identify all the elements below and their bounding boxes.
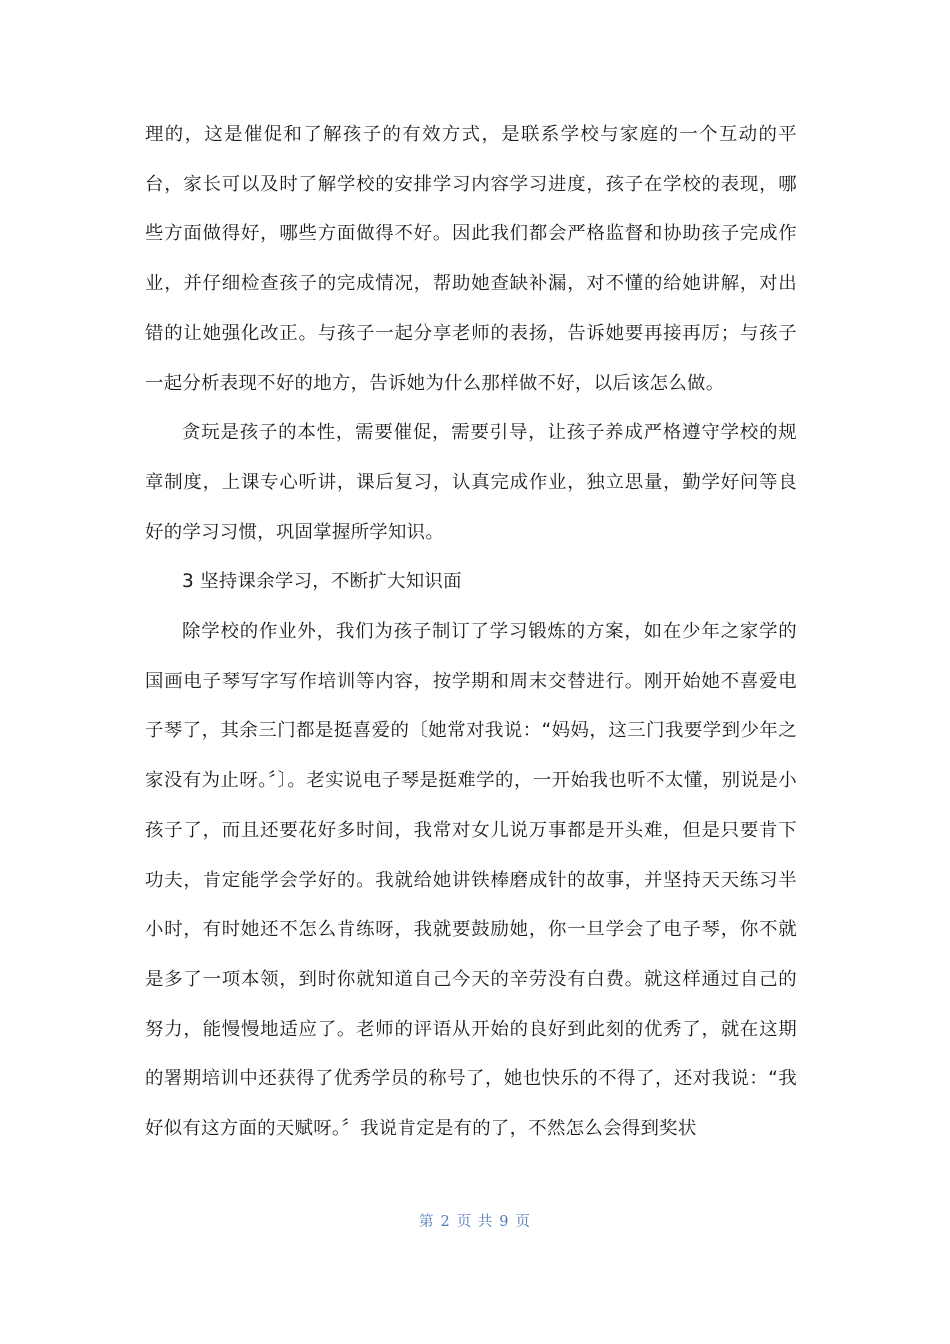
footer-current-page: 2 bbox=[440, 1214, 451, 1230]
footer-prefix: 第 bbox=[418, 1214, 435, 1230]
section-heading: 3 坚持课余学习，不断扩大知识面 bbox=[182, 571, 462, 593]
footer-total-pages: 9 bbox=[499, 1214, 510, 1230]
document-body bbox=[145, 110, 797, 1154]
paragraph-study-habits: 贪玩是孩子的本性，需要催促，需要引导，让孩子养成严格遵守学校的规章制度，上课专心听讲，课后复习，认真完成作业，独立思量，勤学好问等良好的学习习惯，巩固掌握所学知识。 bbox=[145, 422, 797, 543]
footer-suffix: 页 bbox=[515, 1214, 532, 1230]
footer-middle: 页 共 bbox=[456, 1214, 494, 1230]
page-footer bbox=[0, 1210, 950, 1231]
paragraph-extracurricular: 除学校的作业外，我们为孩子制订了学习锻炼的方案，如在少年之家学的国画电子琴写字写作培训等内容，按学期和周末交替进行。刚开始她不喜爱电子琴了，其余三门都是挺喜爱的〔她常对我说：“妈妈，这三门我要学到少年之家没有为止呀。〞〕。老实说电子琴是挺难学的，一开始我也听不太懂，别说是小孩子了，而且还要花好多时间，我常对女儿说万事都是开头难，但是只要肯下功夫，肯定能学会学好的。我就给她讲铁棒磨成针的故事，并坚持天天练习半小时，有时她还不怎么肯练呀，我就要鼓励她，你一旦学会了电子琴，你不就是多了一项本领，到时你就知道自己今天的辛劳没有白费。就这样通过自己的努力，能慢慢地适应了。老师的评语从开始的良好到此刻的优秀了，就在这期的署期培训中还获得了优秀学员的称号了，她也快乐的不得了，还对我说：“我好似有这方面的天赋呀。〞我说肯定是有的了，不然怎么会得到奖状 bbox=[145, 621, 797, 1140]
paragraph-homework-supervision: 理的，这是催促和了解孩子的有效方式，是联系学校与家庭的一个互动的平台，家长可以及时了解学校的安排学习内容学习进度，孩子在学校的表现，哪些方面做得好，哪些方面做得不好。因此我们都会严格监督和协助孩子完成作业，并仔细检查孩子的完成情况，帮助她查缺补漏，对不懂的给她讲解，对出错的让她强化改正。与孩子一起分享老师的表扬，告诉她要再接再厉；与孩子一起分析表现不好的地方，告诉她为什么那样做不好，以后该怎么做。 bbox=[145, 124, 797, 394]
